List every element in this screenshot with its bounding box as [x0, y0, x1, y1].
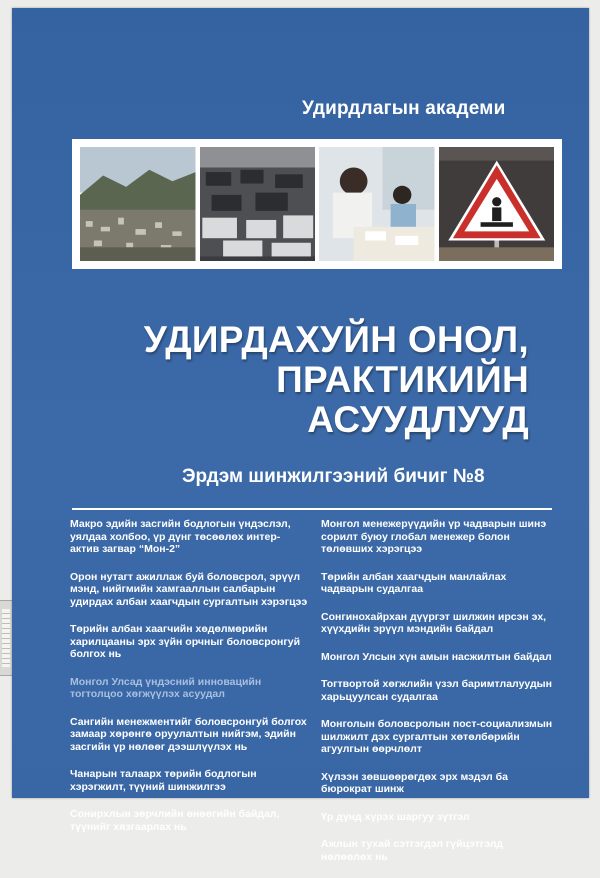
- contents-item: Сангийн менежментийг боловсронгуй болгох замаар хөрөнгө оруулалтын нийгэм, эдийн засгийн үр нөлөөг дээшлүүлэх нь: [70, 715, 307, 753]
- contents-left-column: [70, 518, 308, 848]
- road-work-sign-photo: [439, 147, 555, 261]
- title-line: УДИРДАХУЙН ОНОЛ,: [143, 319, 529, 360]
- contents-item: Үр дүнд хүрэх шаргуу зүтгэл: [321, 810, 470, 823]
- traffic-jam-photo: [200, 147, 316, 261]
- contents-right-column: [321, 518, 556, 878]
- contents-item: Хүлээн зөвшөөрөгдөх эрх мэдэл ба бюрократ шинж: [321, 770, 508, 795]
- series-subtitle: Эрдэм шинжилгээний бичиг №8: [182, 466, 485, 487]
- contents-item: Чанарын талаарх төрийн бодлогын хэрэгжилт, түүний шинжилгээ: [70, 768, 257, 793]
- book-title: [89, 320, 529, 440]
- publisher-name: Удирдлагын академи: [302, 98, 506, 119]
- contents-item: Орон нутагт ажиллаж буй боловсрол, эрүүл мэнд, нийгмийн хамгааллын салбарын удирдах албан хаагчдын сургалтын хэрэгцээ: [70, 570, 308, 608]
- contents-item: Төрийн албан хаагчдын манлайлах чадварын судалгаа: [321, 570, 507, 595]
- contents-item: Монголын боловсролын пост-социализмын шилжилт дэх сургалтын хөтөлбөрийн агуулгын өөрчлөлт: [321, 718, 553, 755]
- contents-item: Тогтвортой хөгжлийн үзэл баримтлалуудын харьцуулсан судалгаа: [321, 678, 552, 703]
- contents-item: Монгол Улсад үндэсний инновацийн тогтолцоо хөгжүүлэх асуудал: [70, 675, 262, 700]
- book-cover: [12, 8, 589, 863]
- contents-item: Сонирхлын зөрчлийн өнөөгийн байдал, түүнийг хязгаарлах нь: [70, 808, 280, 833]
- contents-item: Сонгинохайрхан дүүргэт шилжин ирсэн эх, хүүхдийн эрүүл мэндийн байдал: [321, 610, 547, 635]
- contents-item: Макро эдийн засгийн бодлогын үндэслэл, уялдаа холбоо, үр дүнг төсөөлөх интер-актив загвар “Мон-2”: [70, 518, 291, 555]
- contents-item: Монгол Улсын хүн амын насжилтын байдал: [321, 650, 552, 663]
- title-line: ПРАКТИКИЙН: [276, 359, 529, 400]
- contents-item: Монгол менежерүүдийн үр чадварын шинэ сорилт буюу глобал менежер болон төлөвших хэрэгцээ: [321, 518, 547, 555]
- photo-strip: [72, 139, 562, 269]
- divider: [72, 508, 552, 510]
- office-workers-photo: [319, 147, 435, 261]
- title-line: АСУУДЛУУД: [307, 399, 529, 440]
- contents-item: Ажлын тухай сэтгэгдэл гүйцэтгэлд нөлөөлөх нь: [321, 838, 504, 863]
- city-landscape-photo: [80, 147, 196, 261]
- contents-item: Төрийн албан хаагчийн хөдөлмөрийн харилцааны эрх зүйн орчныг боловсронгуй болгох нь: [70, 623, 301, 660]
